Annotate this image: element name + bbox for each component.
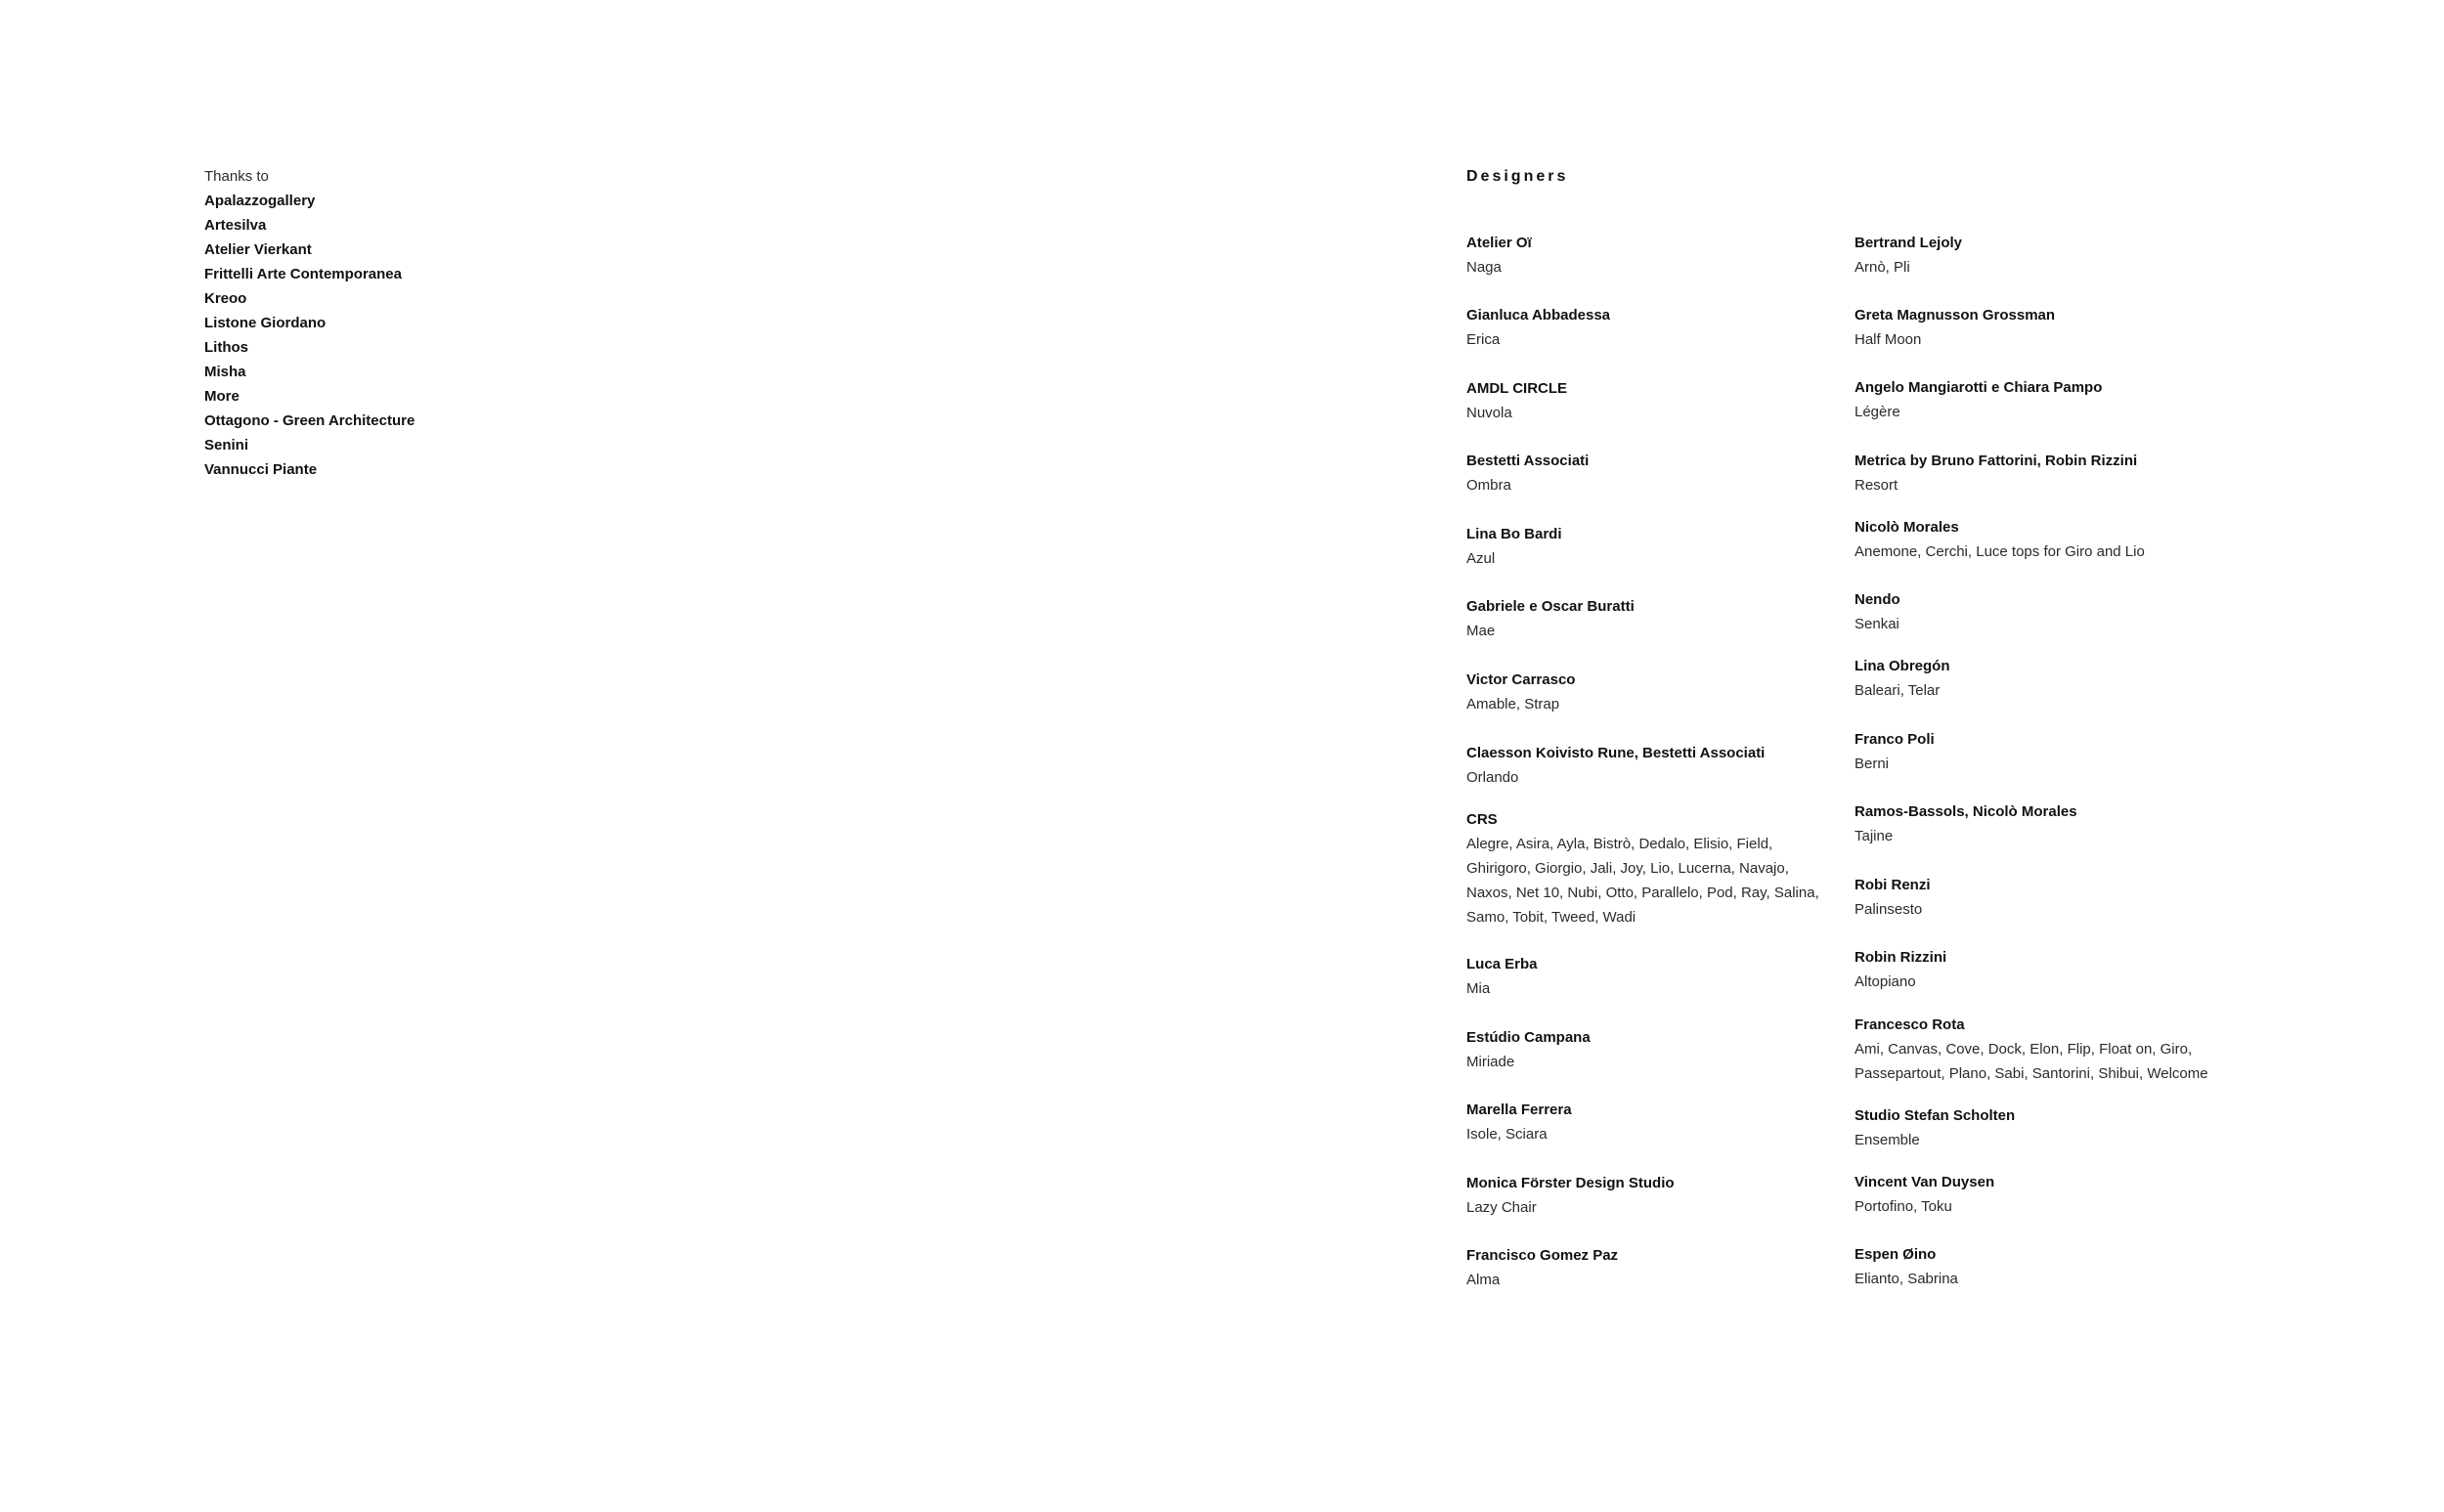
designer-works: Erica [1466,331,1501,348]
designer-entry [1855,654,2265,703]
designer-name: Espen Øino [1855,1246,1937,1263]
designer-entry [1466,1098,1838,1146]
designer-name: Lina Obregón [1855,658,1950,674]
designer-works: Berni [1855,756,1890,772]
designer-works: Légère [1855,404,1900,420]
designer-name: CRS [1466,811,1498,828]
designer-works: Arnò, Pli [1855,259,1910,276]
designers-heading: Designers [1466,168,1569,185]
designer-works: Palinsesto [1855,901,1923,918]
designer-entry [1466,1171,1838,1220]
designer-name: Nicolò Morales [1855,519,1959,536]
thanks-item: Ottagono - Green Architecture [204,412,415,429]
designer-entry [1855,1170,2265,1219]
designer-name: Angelo Mangiarotti e Chiara Pampo [1855,379,2103,396]
designer-entry [1466,668,1838,716]
thanks-item: Listone Giordano [204,315,327,331]
designer-entry [1855,727,2265,776]
designer-works: Alma [1466,1272,1501,1288]
thanks-item: Frittelli Arte Contemporanea [204,266,402,282]
designer-name: Atelier Oï [1466,235,1532,251]
designer-entry [1466,376,1838,425]
designer-entry [1466,741,1838,790]
designer-name: Claesson Koivisto Rune, Bestetti Associati [1466,745,1766,761]
designer-entry [1855,449,2265,497]
designer-entry [1855,1103,2265,1152]
designer-works: Half Moon [1855,331,1922,348]
designer-name: Francesco Rota [1855,1016,1965,1033]
designer-works: Ensemble [1855,1132,1920,1148]
designer-name: AMDL CIRCLE [1466,380,1568,397]
designer-name: Vincent Van Duysen [1855,1174,1995,1190]
designer-name: Ramos-Bassols, Nicolò Morales [1855,803,2077,820]
thanks-item: Lithos [204,339,248,356]
designer-entry [1855,1013,2265,1086]
designer-works: Orlando [1466,769,1519,786]
designer-entry [1466,449,1838,497]
designer-works: Ombra [1466,477,1511,494]
thanks-item: Atelier Vierkant [204,241,312,258]
thanks-list [204,164,693,482]
designer-name: Greta Magnusson Grossman [1855,307,2056,324]
designer-name: Estúdio Campana [1466,1029,1591,1046]
designer-entry [1855,1242,2265,1291]
thanks-item: Kreoo [204,290,247,307]
designer-name: Robi Renzi [1855,877,1931,893]
designer-entry [1855,515,2265,564]
designer-name: Metrica by Bruno Fattorini, Robin Rizzini [1855,453,2138,469]
designer-works: Altopiano [1855,973,1916,990]
designer-name: Bestetti Associati [1466,453,1590,469]
designer-name: Nendo [1855,591,1900,608]
thanks-item: Senini [204,437,249,454]
thanks-intro: Thanks to [204,168,269,185]
designer-works: Mae [1466,623,1496,639]
designer-works: Lazy Chair [1466,1199,1537,1216]
designer-works: Amable, Strap [1466,696,1560,713]
designer-works: Naga [1466,259,1502,276]
designer-name: Marella Ferrera [1466,1102,1572,1118]
designer-works: Isole, Sciara [1466,1126,1548,1143]
designer-works: Ami, Canvas, Cove, Dock, Elon, Flip, Float on, Giro, Passepartout, Plano, Sabi, Santorini, Shibui, Welcome [1855,1041,2208,1082]
designer-name: Victor Carrasco [1466,671,1576,688]
designer-entry [1855,231,2265,280]
thanks-item: Artesilva [204,217,267,234]
designer-entry [1466,1025,1838,1074]
designer-works: Resort [1855,477,1898,494]
designer-entry [1466,807,1838,929]
thanks-item: Apalazzogallery [204,193,316,209]
designer-works: Azul [1466,550,1496,567]
thanks-item: Vannucci Piante [204,461,318,478]
designer-name: Luca Erba [1466,956,1538,972]
designer-entry [1855,375,2265,424]
designer-works: Nuvola [1466,405,1512,421]
designer-name: Monica Förster Design Studio [1466,1175,1675,1191]
designer-works: Portofino, Toku [1855,1198,1952,1215]
designer-entry [1466,522,1838,571]
designer-works: Anemone, Cerchi, Luce tops for Giro and Lio [1855,543,2145,560]
designer-name: Bertrand Lejoly [1855,235,1963,251]
designer-name: Studio Stefan Scholten [1855,1107,2016,1124]
designer-works: Baleari, Telar [1855,682,1941,699]
designer-entry [1466,231,1838,280]
designer-name: Lina Bo Bardi [1466,526,1562,542]
designer-works: Senkai [1855,616,1899,632]
designer-name: Francisco Gomez Paz [1466,1247,1619,1264]
designer-entry [1466,303,1838,352]
designer-works: Alegre, Asira, Ayla, Bistrò, Dedalo, Elisio, Field, Ghirigoro, Giorgio, Jali, Joy, Lio, Lucerna, Navajo, Naxos, Net 10, Nubi, Otto, Parallelo, Pod, Ray, Salina, Samo, Tobit, Tweed, Wadi [1466,836,1819,926]
thanks-item: More [204,388,240,405]
designer-entry [1466,952,1838,1001]
designer-entry [1466,594,1838,643]
designer-entry [1855,945,2265,994]
designer-works: Mia [1466,980,1491,997]
designer-name: Franco Poli [1855,731,1935,748]
designer-works: Elianto, Sabrina [1855,1271,1958,1287]
designer-entry [1855,587,2265,636]
designer-works: Tajine [1855,828,1894,844]
designer-name: Gabriele e Oscar Buratti [1466,598,1635,615]
designer-entry [1855,303,2265,352]
designer-name: Robin Rizzini [1855,949,1947,966]
designer-entry [1855,873,2265,922]
designer-entry [1855,799,2265,848]
designer-name: Gianluca Abbadessa [1466,307,1610,324]
designer-entry [1466,1243,1838,1292]
thanks-item: Misha [204,364,246,380]
designer-works: Miriade [1466,1054,1515,1070]
